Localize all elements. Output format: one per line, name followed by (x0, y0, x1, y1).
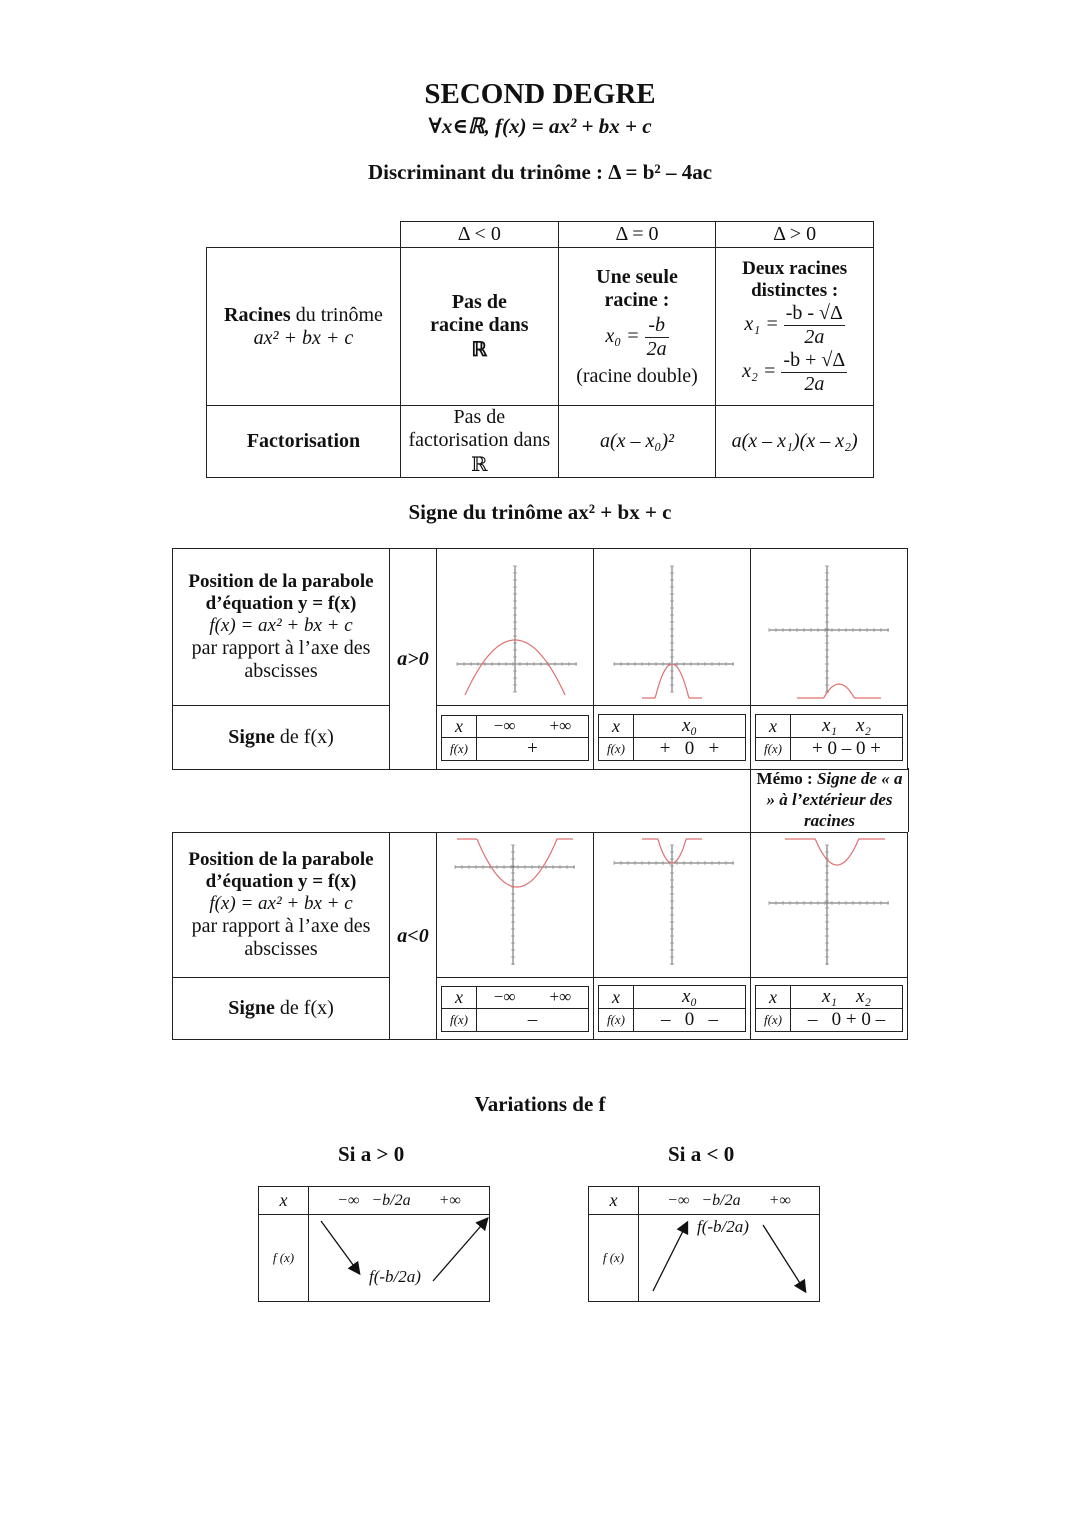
graph-pos-two-roots (751, 549, 908, 706)
col-header-zero: Δ = 0 (558, 222, 716, 248)
a-pos-label: a>0 (390, 549, 437, 770)
sign-label: Signe de f(x) (173, 706, 390, 770)
factor-neg: Pas de factorisation dans ℝ (400, 406, 558, 478)
graph-neg-one-root (594, 833, 751, 978)
sign-row-pos-1: x −∞ +∞ f(x) + (441, 715, 589, 761)
sign-row-neg-2: x x₀ f(x) – 0 – (598, 985, 746, 1032)
variations-neg-title: Si a < 0 (668, 1142, 735, 1166)
sign-row-pos-2: x x₀ f(x) + 0 + (598, 714, 746, 761)
sign-label-neg: Signe de f(x) (173, 978, 390, 1040)
position-label: Position de la parabole d’équation y = f(x) f(x) = ax² + bx + c par rapport à l’axe des abscisses (173, 549, 390, 706)
position-label-neg: Position de la parabole d’équation y = f(x) f(x) = ax² + bx + c par rapport à l’axe des abscisses (173, 833, 390, 978)
roots-label: Racines du trinôme ax² + bx + c (207, 248, 401, 406)
variation-arrows-pos (309, 1215, 489, 1301)
single-root-cell: Une seule racine : x₀ = $\frac{-b}{2a}$ (racine double) (558, 248, 716, 406)
sign-row-pos-3: x x₁ x₂ f(x) + 0 – 0 + (755, 714, 903, 761)
parabola-curve (797, 684, 881, 698)
graph-neg-two-roots (751, 833, 908, 978)
col-header-pos: Δ > 0 (716, 222, 874, 248)
col-header-neg: Δ < 0 (400, 222, 558, 248)
two-roots-cell: Deux racines distinctes : x₁ = $\frac{-b - √\Delta}{2a}$ x₂ = $\frac{-b + √\Delta}{2a}$ (716, 248, 874, 406)
sign-section-title: Signe du trinôme ax² + bx + c (408, 500, 672, 524)
variations-title: Variations de f (474, 1092, 606, 1116)
factor-label: Factorisation (207, 406, 401, 478)
extremum-min: f(-b/2a) (369, 1267, 421, 1286)
sign-table-a-neg (172, 832, 908, 1040)
main-formula: ∀x∈ℝ, f(x) = ax² + bx + c (428, 114, 652, 138)
factor-pos: a(x – x₁)(x – x₂) (716, 406, 874, 478)
parabola-curve (785, 839, 885, 865)
a-neg-label: a<0 (390, 833, 437, 1040)
variation-table-neg: x −∞ −b/2a +∞ f (x) f(-b/2a) (588, 1186, 820, 1302)
factor-zero: a(x – x₀)² (558, 406, 716, 478)
graph-neg-no-root (437, 833, 594, 978)
no-root-cell: Pas de racine dans ℝ (400, 248, 558, 406)
roots-table (206, 221, 874, 478)
variations-pos-title: Si a > 0 (338, 1142, 405, 1166)
memo-box: Mémo : Signe de « a » à l’extérieur des racines (750, 768, 909, 832)
sign-row-neg-3: x x₁ x₂ f(x) – 0 + 0 – (755, 985, 903, 1032)
sign-table-a-pos (172, 548, 908, 770)
discriminant-formula: Discriminant du trinôme : Δ = b² – 4ac (367, 160, 713, 184)
graph-pos-no-root (437, 549, 594, 706)
graph-pos-one-root (594, 549, 751, 706)
sign-row-neg-1: x −∞ +∞ f(x) – (441, 986, 589, 1032)
page-title: SECOND DEGRE (424, 78, 656, 110)
extremum-max: f(-b/2a) (697, 1217, 749, 1236)
variation-table-pos: x −∞ −b/2a +∞ f (x) f(-b/2a) (258, 1186, 490, 1302)
